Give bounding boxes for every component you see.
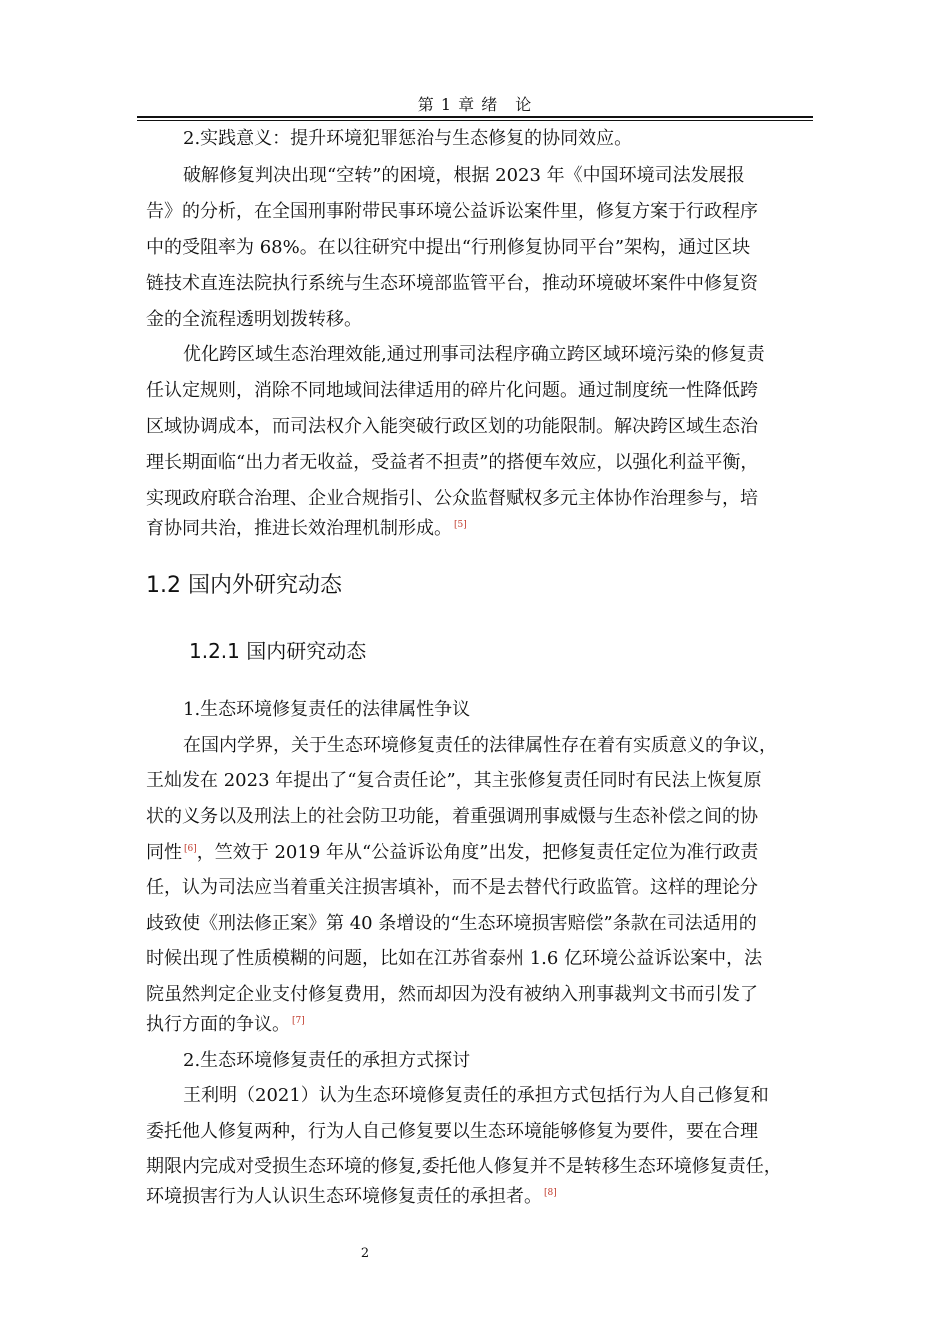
paragraph-line: 任，认为司法应当着重关注损害填补，而不是去替代行政监管。这样的理论分 bbox=[146, 877, 758, 898]
paragraph-line bbox=[146, 838, 758, 864]
paragraph-line: 理长期面临“出力者无收益，受益者不担责”的搭便车效应，以强化利益平衡， bbox=[146, 452, 759, 473]
paragraph-line: 2.实践意义：提升环境犯罪惩治与生态修复的协同效应。 bbox=[183, 128, 633, 149]
line-text: 同性 bbox=[146, 842, 182, 863]
line-text: 育协同共治，推进长效治理机制形成。 bbox=[146, 518, 452, 539]
paragraph-line: 区域协调成本，而司法权介入能突破行政区划的功能限制。解决跨区域生态治 bbox=[146, 416, 758, 437]
citation-ref[interactable]: [5] bbox=[454, 520, 467, 530]
paragraph-line: 时候出现了性质模糊的问题，比如在江苏省泰州 1.6 亿环境公益诉讼案中，法 bbox=[146, 948, 763, 969]
subsection-heading: 1.2.1 国内研究动态 bbox=[189, 639, 367, 663]
paragraph-line: 任认定规则，消除不同地域间法律适用的碎片化问题。通过制度统一性降低跨 bbox=[146, 380, 758, 401]
paragraph-line: 1.生态环境修复责任的法律属性争议 bbox=[183, 699, 471, 720]
line-text: 环境损害行为人认识生态环境修复责任的承担者。 bbox=[146, 1186, 542, 1207]
citation-ref[interactable]: [8] bbox=[544, 1188, 557, 1198]
paragraph-line: 歧致使《刑法修正案》第 40 条增设的“生态环境损害赔偿”条款在司法适用的 bbox=[146, 913, 757, 934]
paragraph-line: 王灿发在 2023 年提出了“复合责任论”，其主张修复责任同时有民法上恢复原 bbox=[146, 770, 762, 791]
paragraph-line: 王利明（2021）认为生态环境修复责任的承担方式包括行为人自己修复和 bbox=[183, 1085, 769, 1106]
paragraph-line: 优化跨区域生态治理效能,通过刑事司法程序确立跨区域环境污染的修复责 bbox=[183, 344, 765, 365]
page-header: 第 1 章 绪 论 bbox=[417, 95, 533, 114]
paragraph-line: 在国内学界，关于生态环境修复责任的法律属性存在着有实质意义的争议， bbox=[183, 735, 777, 756]
paragraph-line bbox=[146, 1182, 557, 1208]
paragraph-line bbox=[146, 514, 467, 540]
paragraph-line: 委托他人修复两种，行为人自己修复要以生态环境能够修复为要件，要在合理 bbox=[146, 1121, 758, 1142]
header-rule-thick bbox=[137, 116, 813, 118]
section-heading: 1.2 国内外研究动态 bbox=[146, 573, 342, 598]
line-text: ，竺效于 2019 年从“公益诉讼角度”出发，把修复责任定位为准行政责 bbox=[196, 842, 759, 863]
citation-ref[interactable]: [7] bbox=[292, 1016, 305, 1026]
paragraph-line: 状的义务以及刑法上的社会防卫功能，着重强调刑事威慑与生态补偿之间的协 bbox=[146, 806, 758, 827]
paragraph-line bbox=[146, 1010, 305, 1036]
paragraph-line: 链技术直连法院执行系统与生态环境部监管平台，推动环境破坏案件中修复资 bbox=[146, 273, 758, 294]
line-text: 执行方面的争议。 bbox=[146, 1014, 290, 1035]
paragraph-line: 院虽然判定企业支付修复费用，然而却因为没有被纳入刑事裁判文书而引发了 bbox=[146, 984, 758, 1005]
paragraph-line: 告》的分析，在全国刑事附带民事环境公益诉讼案件里，修复方案于行政程序 bbox=[146, 201, 758, 222]
paragraph-line: 期限内完成对受损生态环境的修复,委托他人修复并不是转移生态环境修复责任， bbox=[146, 1156, 782, 1177]
paragraph-line: 2.生态环境修复责任的承担方式探讨 bbox=[183, 1050, 471, 1071]
paragraph-line: 金的全流程透明划拨转移。 bbox=[146, 309, 362, 330]
page-number: 2 bbox=[360, 1246, 370, 1261]
paragraph-line: 破解修复判决出现“空转”的困境，根据 2023 年《中国环境司法发展报 bbox=[183, 165, 745, 186]
paragraph-line: 实现政府联合治理、企业合规指引、公众监督赋权多元主体协作治理参与，培 bbox=[146, 488, 758, 509]
paragraph-line: 中的受阻率为 68%。在以往研究中提出“行刑修复协同平台”架构，通过区块 bbox=[146, 237, 751, 258]
citation-ref[interactable]: [6] bbox=[184, 844, 197, 854]
header-rule-thin bbox=[137, 120, 813, 121]
